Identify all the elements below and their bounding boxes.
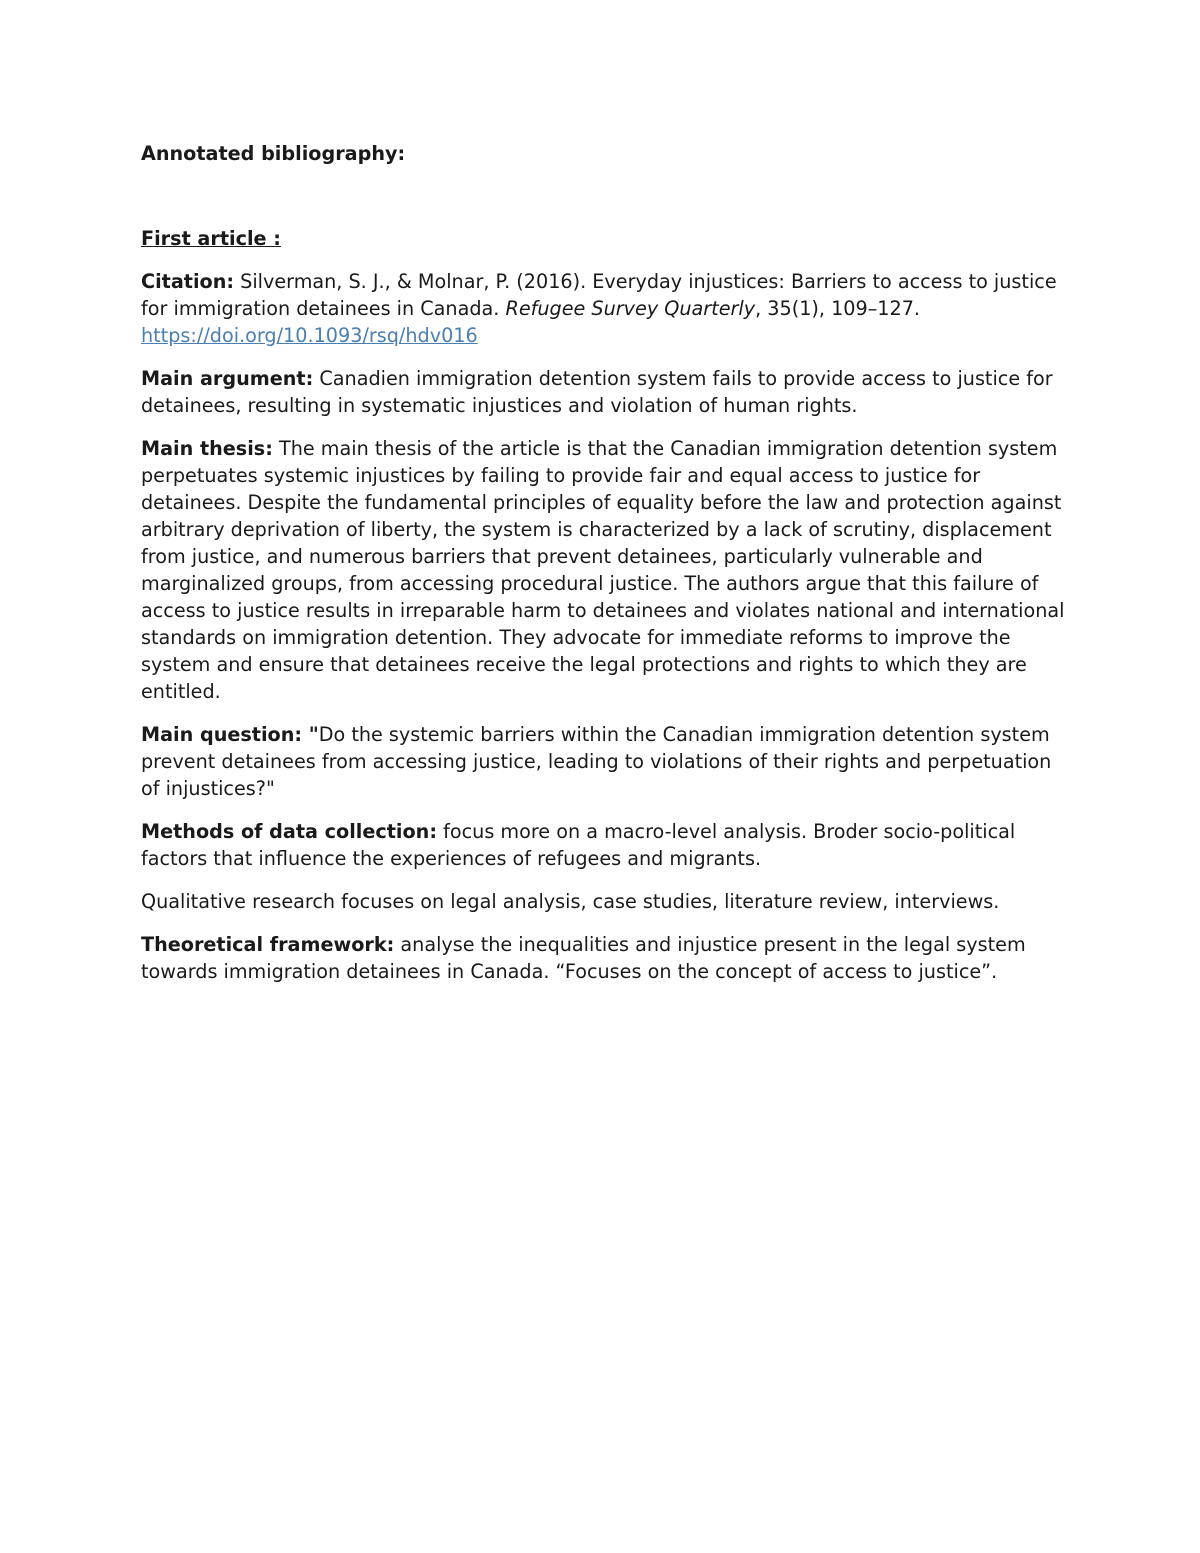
citation-label: Citation: — [141, 270, 235, 293]
citation-paragraph — [141, 268, 1066, 349]
methods-label: Methods of data collection: — [141, 820, 438, 843]
theoretical-framework-paragraph — [141, 931, 1066, 985]
main-argument-paragraph — [141, 365, 1066, 419]
citation-volume-pages: , 35(1), 109–127. — [755, 297, 921, 320]
citation-text: Silverman, S. J., & Molnar, P. (2016). Everyday injustices: Barriers to access to justice for immigration detainees in Canada. — [141, 270, 1057, 320]
journal-name: Refugee Survey Quarterly — [505, 297, 756, 320]
methods-paragraph — [141, 818, 1066, 872]
document-body — [141, 140, 1066, 985]
main-question-label: Main question: " — [141, 723, 319, 746]
main-question-text: Do the systemic barriers within the Canadian immigration detention system prevent detainees from accessing justice, leading to violations of their rights and perpetuation of injustices?" — [141, 723, 1052, 800]
document-title: Annotated bibliography: — [141, 142, 406, 165]
main-thesis-paragraph — [141, 435, 1066, 705]
main-thesis-label: Main thesis: — [141, 437, 273, 460]
main-question-paragraph — [141, 721, 1066, 802]
theoretical-framework-text: analyse the inequalities and injustice present in the legal system towards immigration detainees in Canada. “Focuses on the concept of access to justice”. — [141, 933, 1026, 983]
article-heading: First article : — [141, 227, 281, 250]
qualitative-paragraph: Qualitative research focuses on legal analysis, case studies, literature review, interviews. — [141, 890, 1000, 913]
theoretical-framework-label: Theoretical framework: — [141, 933, 395, 956]
main-thesis-text: The main thesis of the article is that the Canadian immigration detention system perpetuates systemic injustices by failing to provide fair and equal access to justice for detainees. Despite the fundamental principles of equality before the law and protection against arbitrary deprivation of liberty, the system is characterized by a lack of scrutiny, displacement from justice, and numerous barriers that prevent detainees, particularly vulnerable and marginalized groups, from accessing procedural justice. The authors argue that this failure of access to justice results in irreparable harm to detainees and violates national and international standards on immigration detention. They advocate for immediate reforms to improve the system and ensure that detainees receive the legal protections and rights to which they are entitled. — [141, 437, 1065, 703]
main-argument-label: Main argument: — [141, 367, 314, 390]
doi-link[interactable]: https://doi.org/10.1093/rsq/hdv016 — [141, 324, 478, 347]
methods-text: focus more on a macro-level analysis. Broder socio-political factors that influence the experiences of refugees and migrants. — [141, 820, 1016, 870]
main-argument-text: Canadien immigration detention system fails to provide access to justice for detainees, resulting in systematic injustices and violation of human rights. — [141, 367, 1053, 417]
